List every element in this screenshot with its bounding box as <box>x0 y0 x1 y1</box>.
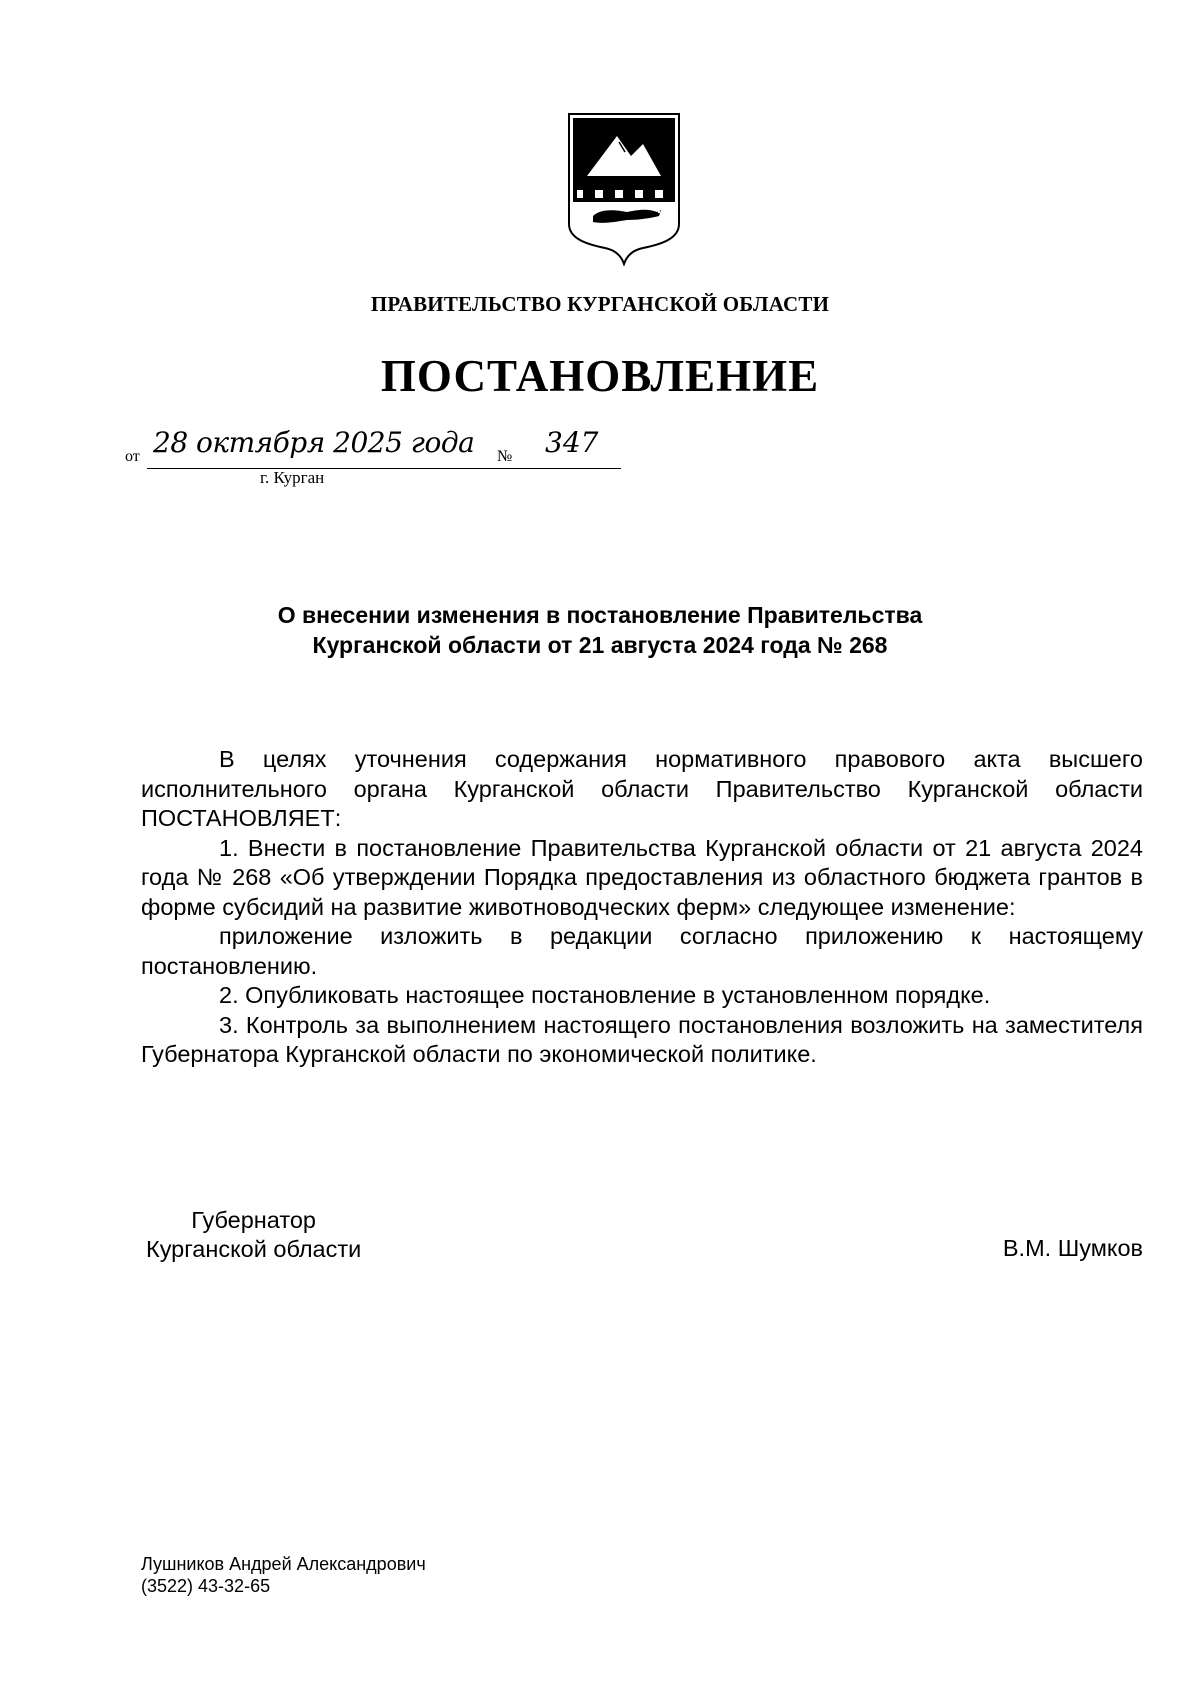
document-type-title: ПОСТАНОВЛЕНИЕ <box>380 351 820 401</box>
body-paragraph: 1. Внести в постановление Правительства Курганской области от 21 августа 2024 года № 268 «Об утверждении Порядка предоставления из областного бюджета грантов в форме субсидий на развитие животноводческих ферм» следующее изменение: <box>141 834 1143 920</box>
handwritten-number: 347 <box>545 426 599 459</box>
government-title: ПРАВИТЕЛЬСТВО КУРГАНСКОЙ ОБЛАСТИ <box>370 292 830 316</box>
body-paragraph: 3. Контроль за выполнением настоящего постановления возложить на заместителя Губернатора Курганской области по экономической политике. <box>141 1011 1143 1067</box>
subject-line-1: О внесении изменения в постановление Правительства <box>277 602 923 628</box>
city-label: г. Курган <box>260 468 325 487</box>
coat-of-arms-icon <box>565 112 683 266</box>
executor-info <box>141 1553 426 1597</box>
date-prefix-label: от <box>125 448 140 465</box>
subject-line-2: Курганской области от 21 августа 2024 года № 268 <box>312 632 888 658</box>
body-paragraph: приложение изложить в редакции согласно приложению к настоящему постановлению. <box>141 923 1143 979</box>
handwritten-date: 28 октября 2025 года <box>153 426 475 459</box>
body-paragraph: В целях уточнения содержания нормативного правового акта высшего исполнительного органа Курганской области Правительство Курганской области ПОСТАНОВЛЯЕТ: <box>141 746 1143 831</box>
executor-name: Лушников Андрей Александрович <box>141 1554 426 1574</box>
signer-position-line-2: Курганской области <box>146 1236 362 1262</box>
signer-position <box>146 1206 361 1264</box>
signer-position-line-1: Губернатор <box>191 1207 316 1233</box>
executor-phone: (3522) 43-32-65 <box>141 1576 271 1596</box>
number-sign-label: № <box>497 448 513 465</box>
dateline <box>125 426 645 486</box>
signer-name: В.М. Шумков <box>1002 1235 1143 1261</box>
body-paragraph: 2. Опубликовать настоящее постановление в установленном порядке. <box>219 982 991 1008</box>
number-underline <box>525 468 621 469</box>
document-body <box>141 745 1143 1070</box>
document-subject <box>0 600 1200 660</box>
